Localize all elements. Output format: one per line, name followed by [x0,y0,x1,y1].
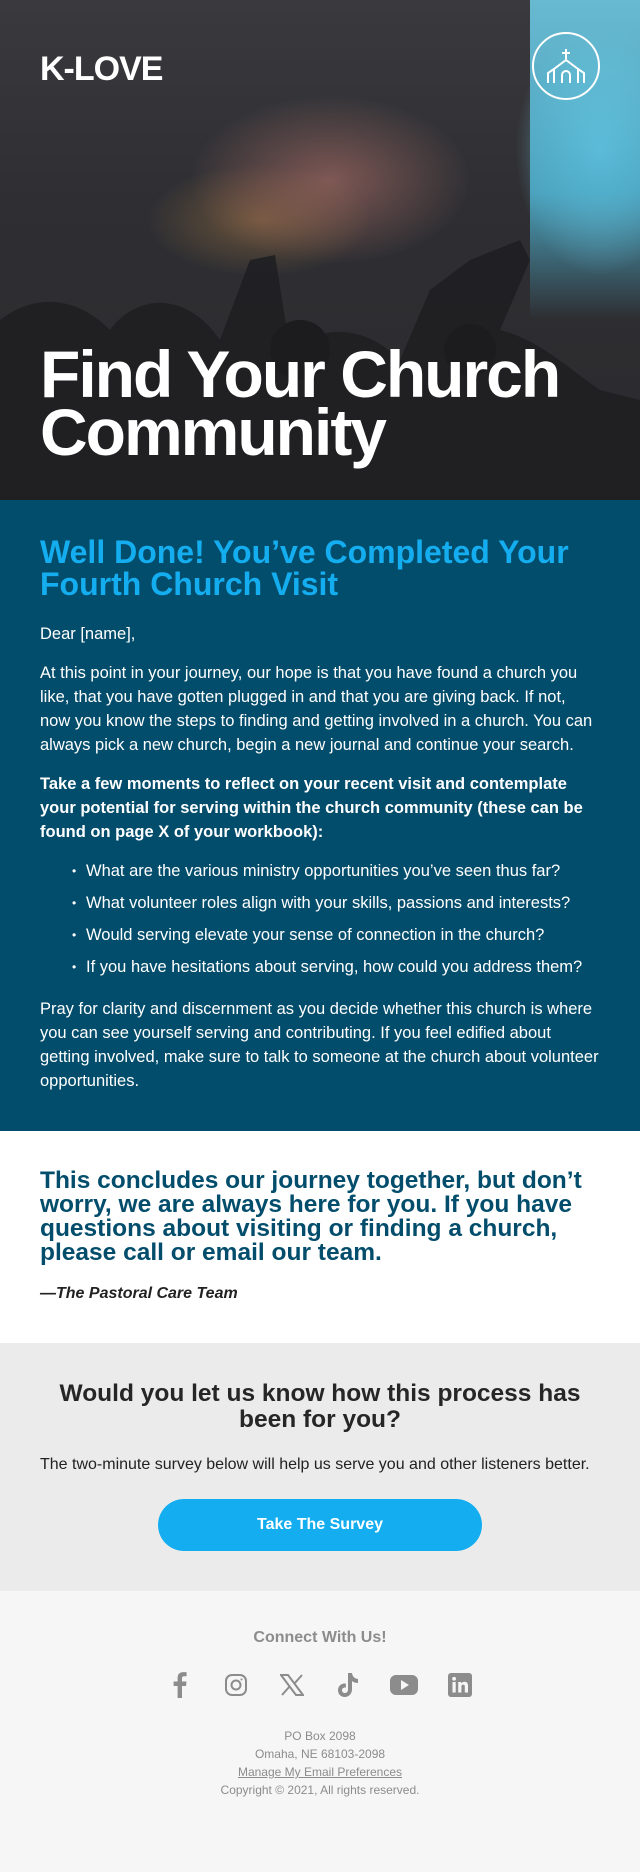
church-icon [532,32,600,100]
klove-logo[interactable]: K-LOVE [40,50,163,88]
instagram-icon[interactable] [222,1671,250,1699]
list-item: • If you have hesitations about serving, how could you address them? [72,955,600,979]
reflection-questions [72,859,600,979]
hero-banner [0,0,640,500]
survey-body: The two-minute survey below will help us serve you and other listeners better. [40,1456,590,1473]
copyright: Copyright © 2021, All rights reserved. [220,1783,420,1797]
footer-address [40,1727,600,1799]
footer [0,1591,640,1859]
greeting: Dear [name], [40,625,136,643]
farewell-section [0,1131,640,1343]
closing-paragraph: Pray for clarity and discernment as you decide whether this church is where you can see yourself serving and contributing. If you feel edified about getting involved, make sure to talk to someone at the church about volunteer opportunities. [40,1000,599,1090]
list-item: • What volunteer roles align with your skills, passions and interests? [72,891,600,915]
facebook-icon[interactable] [166,1671,194,1699]
tiktok-icon[interactable] [334,1671,362,1699]
survey-heading: Would you let us know how this process has been for you? [59,1380,581,1433]
farewell-message: This concludes our journey together, but don’t worry, we are always here for you. If you have questions about visiting or finding a church, please call or email our team. [40,1167,582,1266]
journey-section [0,500,640,1131]
journey-heading: Well Done! You’ve Completed Your Fourth Church Visit [40,534,569,602]
address-line: PO Box 2098 [284,1729,356,1743]
intro-paragraph: At this point in your journey, our hope is that you have found a church you like, that you have gotten plugged in and that you are giving back. If not, now you know the steps to finding and getting involved in a church. You can always pick a new church, begin a new journal and continue your search. [40,664,593,754]
hero-title: Find Your Church Community [40,337,560,469]
connect-heading: Connect With Us! [253,1629,387,1646]
take-survey-button[interactable]: Take The Survey [158,1499,482,1551]
social-links [40,1671,600,1699]
linkedin-icon[interactable] [446,1671,474,1699]
list-item: • What are the various ministry opportunities you’ve seen thus far? [72,859,600,883]
survey-section [0,1343,640,1591]
reflection-prompt: Take a few moments to reflect on your recent visit and contemplate your potential for serving within the church community (these can be found on page X of your workbook): [40,775,583,841]
list-item: • Would serving elevate your sense of connection in the church? [72,923,600,947]
manage-email-preferences-link[interactable]: Manage My Email Preferences [237,1765,403,1779]
youtube-icon[interactable] [390,1671,418,1699]
x-icon[interactable] [278,1671,306,1699]
address-line: Omaha, NE 68103-2098 [254,1747,386,1761]
signature: —The Pastoral Care Team [40,1285,238,1302]
